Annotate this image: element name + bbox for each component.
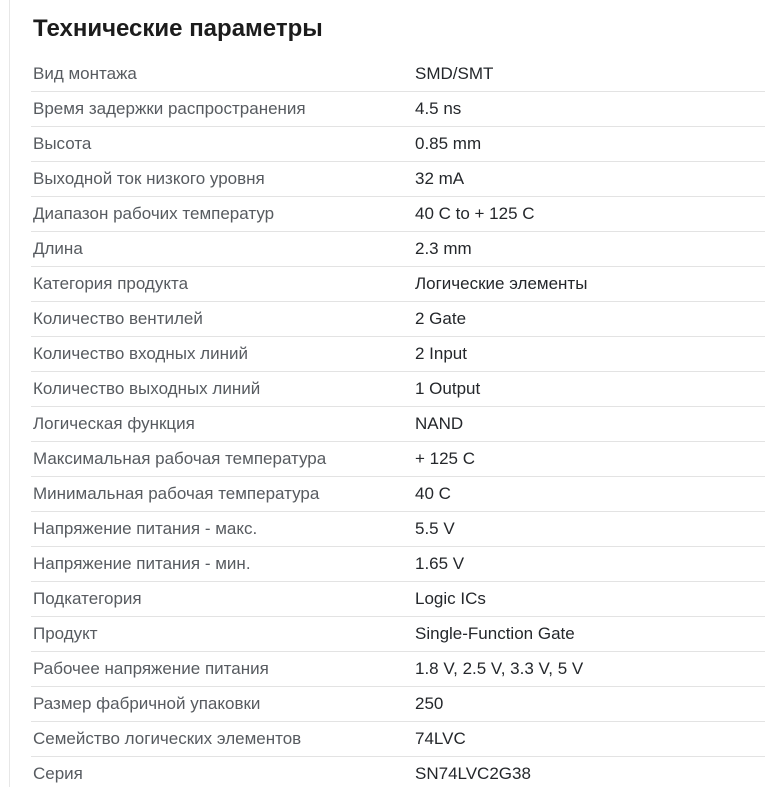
spec-label: Серия	[31, 757, 415, 787]
spec-value: NAND	[415, 407, 765, 442]
spec-row	[31, 652, 765, 687]
spec-label: Рабочее напряжение питания	[31, 652, 415, 687]
spec-value: 1.8 V, 2.5 V, 3.3 V, 5 V	[415, 652, 765, 687]
spec-label: Размер фабричной упаковки	[31, 687, 415, 722]
spec-row	[31, 127, 765, 162]
spec-value: 32 mA	[415, 162, 765, 197]
spec-value: 5.5 V	[415, 512, 765, 547]
panel-left-border	[9, 0, 10, 787]
spec-label: Количество вентилей	[31, 302, 415, 337]
spec-label: Продукт	[31, 617, 415, 652]
spec-label: Высота	[31, 127, 415, 162]
spec-row	[31, 512, 765, 547]
spec-row	[31, 442, 765, 477]
spec-label: Диапазон рабочих температур	[31, 197, 415, 232]
spec-value: 40 C to + 125 C	[415, 197, 765, 232]
spec-label: Напряжение питания - мин.	[31, 547, 415, 582]
spec-label: Максимальная рабочая температура	[31, 442, 415, 477]
spec-label: Минимальная рабочая температура	[31, 477, 415, 512]
spec-row	[31, 302, 765, 337]
spec-label: Вид монтажа	[31, 57, 415, 92]
spec-row	[31, 372, 765, 407]
spec-row	[31, 547, 765, 582]
spec-label: Выходной ток низкого уровня	[31, 162, 415, 197]
spec-label: Логическая функция	[31, 407, 415, 442]
spec-label: Напряжение питания - макс.	[31, 512, 415, 547]
spec-row	[31, 162, 765, 197]
spec-value: + 125 C	[415, 442, 765, 477]
spec-row	[31, 407, 765, 442]
spec-value: 2 Input	[415, 337, 765, 372]
spec-row	[31, 477, 765, 512]
spec-row	[31, 232, 765, 267]
spec-label: Категория продукта	[31, 267, 415, 302]
spec-row	[31, 582, 765, 617]
spec-row	[31, 757, 765, 787]
spec-value: SMD/SMT	[415, 57, 765, 92]
spec-table-body	[31, 57, 765, 787]
spec-table	[31, 57, 765, 787]
spec-value: SN74LVC2G38	[415, 757, 765, 787]
spec-value: Logic ICs	[415, 582, 765, 617]
spec-label: Количество выходных линий	[31, 372, 415, 407]
spec-value: 4.5 ns	[415, 92, 765, 127]
spec-value: 1.65 V	[415, 547, 765, 582]
spec-value: Single-Function Gate	[415, 617, 765, 652]
spec-row	[31, 722, 765, 757]
specs-section	[31, 0, 765, 787]
spec-label: Длина	[31, 232, 415, 267]
spec-row	[31, 92, 765, 127]
spec-value: 74LVC	[415, 722, 765, 757]
spec-value: 2 Gate	[415, 302, 765, 337]
section-title: Технические параметры	[33, 15, 323, 42]
spec-label: Подкатегория	[31, 582, 415, 617]
spec-value: Логические элементы	[415, 267, 765, 302]
spec-label: Семейство логических элементов	[31, 722, 415, 757]
spec-label: Количество входных линий	[31, 337, 415, 372]
spec-row	[31, 57, 765, 92]
spec-value: 250	[415, 687, 765, 722]
spec-row	[31, 267, 765, 302]
spec-row	[31, 337, 765, 372]
spec-label: Время задержки распространения	[31, 92, 415, 127]
spec-value: 1 Output	[415, 372, 765, 407]
spec-row	[31, 197, 765, 232]
spec-row	[31, 617, 765, 652]
spec-value: 0.85 mm	[415, 127, 765, 162]
spec-value: 2.3 mm	[415, 232, 765, 267]
spec-value: 40 C	[415, 477, 765, 512]
spec-row	[31, 687, 765, 722]
